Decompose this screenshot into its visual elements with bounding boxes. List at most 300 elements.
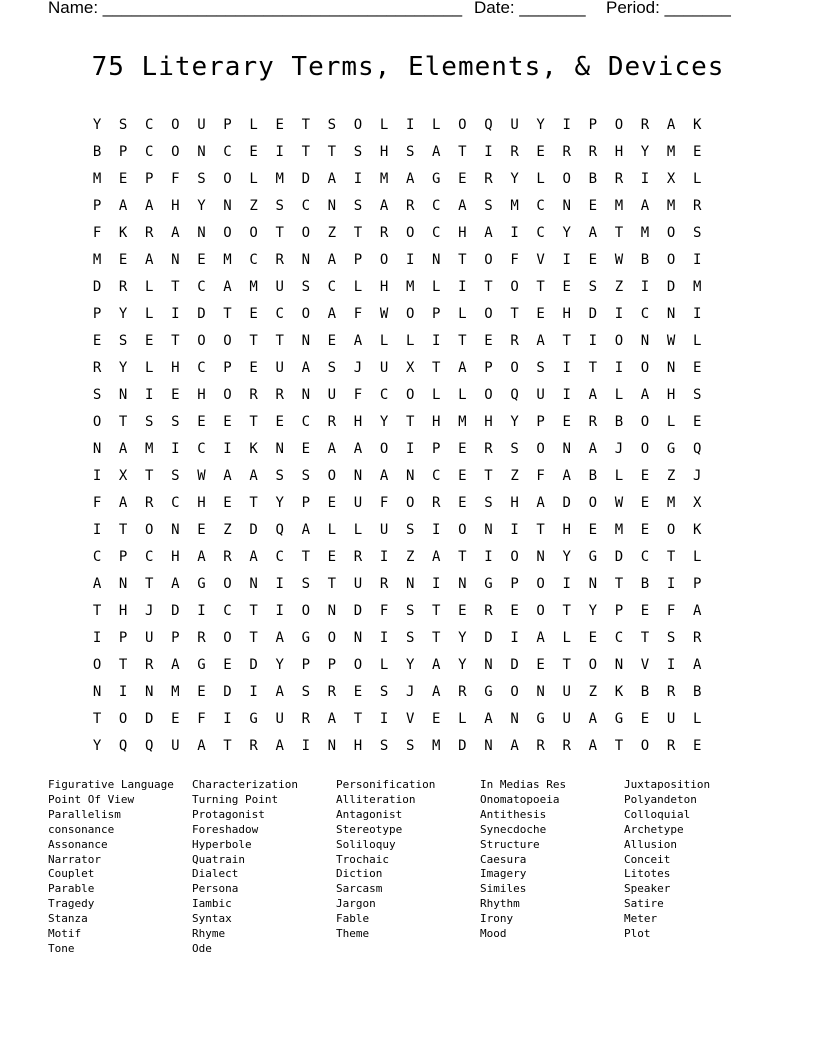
grid-letter[interactable]: Y	[458, 630, 467, 646]
grid-letter[interactable]: N	[118, 576, 128, 592]
grid-letter[interactable]: E	[118, 171, 128, 187]
grid-letter[interactable]: R	[353, 549, 363, 565]
grid-letter[interactable]: N	[223, 198, 232, 214]
grid-letter[interactable]: E	[327, 495, 337, 511]
grid-letter[interactable]: E	[275, 414, 284, 430]
grid-letter[interactable]: X	[692, 495, 702, 511]
grid-letter[interactable]: T	[614, 576, 624, 592]
grid-letter[interactable]: T	[327, 576, 337, 592]
grid-letter[interactable]: H	[666, 387, 676, 403]
grid-letter[interactable]: O	[458, 117, 467, 133]
grid-letter[interactable]: E	[458, 441, 467, 457]
grid-letter[interactable]: N	[484, 522, 493, 538]
grid-letter[interactable]: D	[666, 279, 676, 295]
grid-letter[interactable]: N	[171, 252, 180, 268]
grid-letter[interactable]: O	[171, 144, 180, 160]
grid-letter[interactable]: I	[588, 333, 598, 349]
grid-letter[interactable]: G	[484, 684, 493, 700]
grid-letter[interactable]: N	[353, 468, 363, 484]
grid-letter[interactable]: R	[458, 684, 467, 700]
grid-letter[interactable]: Y	[275, 495, 284, 511]
grid-letter[interactable]: R	[666, 738, 676, 754]
grid-letter[interactable]: C	[145, 144, 154, 160]
grid-letter[interactable]: R	[588, 144, 598, 160]
grid-letter[interactable]: M	[666, 198, 676, 214]
grid-letter[interactable]: U	[275, 360, 284, 376]
grid-letter[interactable]: A	[145, 198, 154, 214]
grid-letter[interactable]: I	[171, 306, 180, 322]
grid-letter[interactable]: O	[510, 684, 519, 700]
grid-letter[interactable]: D	[249, 522, 258, 538]
grid-letter[interactable]: O	[223, 333, 232, 349]
grid-letter[interactable]: S	[484, 495, 493, 511]
grid-letter[interactable]: S	[301, 576, 311, 592]
grid-letter[interactable]: D	[223, 684, 232, 700]
grid-letter[interactable]: E	[510, 603, 519, 619]
grid-letter[interactable]: L	[145, 306, 154, 322]
grid-letter[interactable]: H	[562, 306, 571, 322]
grid-letter[interactable]: D	[484, 630, 493, 646]
grid-letter[interactable]: U	[275, 279, 284, 295]
grid-letter[interactable]: O	[301, 603, 311, 619]
grid-letter[interactable]: R	[327, 684, 337, 700]
grid-letter[interactable]: E	[692, 144, 702, 160]
grid-letter[interactable]: A	[171, 657, 180, 673]
grid-letter[interactable]: R	[588, 414, 598, 430]
grid-letter[interactable]: B	[92, 144, 102, 160]
grid-letter[interactable]: Y	[536, 117, 545, 133]
grid-letter[interactable]: D	[171, 603, 180, 619]
grid-letter[interactable]: S	[301, 684, 311, 700]
grid-letter[interactable]: A	[275, 738, 284, 754]
grid-letter[interactable]: F	[379, 495, 389, 511]
grid-letter[interactable]: D	[562, 495, 571, 511]
grid-letter[interactable]: F	[666, 603, 676, 619]
grid-letter[interactable]: L	[458, 306, 467, 322]
grid-letter[interactable]: I	[562, 387, 571, 403]
grid-letter[interactable]: T	[484, 468, 493, 484]
grid-letter[interactable]: O	[223, 171, 232, 187]
grid-letter[interactable]: E	[458, 468, 467, 484]
grid-letter[interactable]: O	[588, 495, 598, 511]
grid-letter[interactable]: A	[510, 738, 519, 754]
grid-letter[interactable]: A	[223, 468, 232, 484]
grid-letter[interactable]: T	[118, 414, 128, 430]
grid-letter[interactable]: T	[171, 333, 180, 349]
grid-letter[interactable]: Q	[118, 738, 128, 754]
grid-letter[interactable]: Z	[249, 198, 258, 214]
grid-letter[interactable]: I	[692, 306, 702, 322]
grid-letter[interactable]: O	[223, 630, 232, 646]
grid-letter[interactable]: I	[692, 252, 702, 268]
grid-letter[interactable]: E	[692, 414, 702, 430]
grid-letter[interactable]: O	[640, 738, 650, 754]
grid-letter[interactable]: I	[432, 576, 441, 592]
grid-letter[interactable]: T	[353, 225, 363, 241]
grid-letter[interactable]: T	[484, 279, 493, 295]
grid-letter[interactable]: M	[249, 279, 258, 295]
grid-letter[interactable]: P	[92, 198, 102, 214]
grid-letter[interactable]: I	[405, 252, 415, 268]
grid-letter[interactable]: R	[432, 495, 441, 511]
grid-letter[interactable]: R	[275, 387, 284, 403]
grid-letter[interactable]: I	[405, 117, 415, 133]
grid-letter[interactable]: P	[118, 630, 128, 646]
period-field-label[interactable]: Period: _______	[606, 0, 731, 17]
grid-letter[interactable]: L	[249, 117, 258, 133]
grid-letter[interactable]: N	[510, 711, 519, 727]
grid-letter[interactable]: D	[145, 711, 154, 727]
grid-letter[interactable]: E	[249, 360, 258, 376]
grid-letter[interactable]: J	[405, 684, 415, 700]
grid-letter[interactable]: A	[197, 738, 206, 754]
grid-letter[interactable]: O	[405, 306, 415, 322]
grid-letter[interactable]: Z	[588, 684, 598, 700]
grid-letter[interactable]: E	[353, 684, 363, 700]
grid-letter[interactable]: N	[588, 576, 598, 592]
grid-letter[interactable]: E	[171, 387, 180, 403]
grid-letter[interactable]: L	[692, 171, 702, 187]
grid-letter[interactable]: L	[614, 468, 624, 484]
grid-letter[interactable]: M	[458, 414, 467, 430]
grid-letter[interactable]: P	[484, 360, 493, 376]
grid-letter[interactable]: P	[327, 657, 337, 673]
grid-letter[interactable]: O	[640, 360, 650, 376]
grid-letter[interactable]: C	[432, 225, 441, 241]
grid-letter[interactable]: I	[92, 468, 102, 484]
grid-letter[interactable]: I	[562, 360, 571, 376]
grid-letter[interactable]: I	[614, 360, 624, 376]
grid-letter[interactable]: E	[588, 522, 598, 538]
grid-letter[interactable]: S	[92, 387, 102, 403]
grid-letter[interactable]: P	[353, 252, 363, 268]
grid-letter[interactable]: I	[301, 738, 311, 754]
grid-letter[interactable]: N	[145, 684, 154, 700]
grid-letter[interactable]: O	[510, 549, 519, 565]
grid-letter[interactable]: W	[379, 306, 389, 322]
grid-letter[interactable]: M	[275, 171, 284, 187]
grid-letter[interactable]: Z	[223, 522, 232, 538]
grid-letter[interactable]: E	[171, 711, 180, 727]
grid-letter[interactable]: B	[692, 684, 702, 700]
grid-letter[interactable]: Y	[562, 549, 571, 565]
grid-letter[interactable]: T	[536, 522, 545, 538]
grid-letter[interactable]: N	[92, 441, 102, 457]
grid-letter[interactable]: C	[223, 144, 232, 160]
grid-letter[interactable]: M	[145, 441, 154, 457]
grid-letter[interactable]: R	[484, 441, 493, 457]
grid-letter[interactable]: S	[301, 279, 311, 295]
grid-letter[interactable]: E	[562, 279, 571, 295]
grid-letter[interactable]: R	[275, 252, 284, 268]
grid-letter[interactable]: O	[301, 306, 311, 322]
grid-letter[interactable]: L	[405, 333, 415, 349]
grid-letter[interactable]: I	[510, 630, 519, 646]
grid-letter[interactable]: P	[536, 414, 545, 430]
grid-letter[interactable]: L	[379, 333, 389, 349]
grid-letter[interactable]: C	[145, 117, 154, 133]
grid-letter[interactable]: T	[458, 252, 467, 268]
grid-letter[interactable]: S	[692, 387, 702, 403]
grid-letter[interactable]: R	[484, 171, 493, 187]
grid-letter[interactable]: E	[640, 495, 650, 511]
date-field-label[interactable]: Date: _______	[474, 0, 586, 17]
grid-letter[interactable]: C	[614, 630, 624, 646]
grid-letter[interactable]: O	[327, 630, 337, 646]
grid-letter[interactable]: I	[171, 441, 180, 457]
grid-letter[interactable]: B	[588, 171, 598, 187]
grid-letter[interactable]: U	[510, 117, 519, 133]
grid-letter[interactable]: C	[249, 252, 258, 268]
grid-letter[interactable]: I	[92, 630, 102, 646]
grid-letter[interactable]: T	[614, 738, 624, 754]
grid-letter[interactable]: Q	[692, 441, 702, 457]
grid-letter[interactable]: D	[92, 279, 102, 295]
grid-letter[interactable]: S	[327, 117, 337, 133]
grid-letter[interactable]: R	[145, 657, 154, 673]
grid-letter[interactable]: U	[145, 630, 154, 646]
grid-letter[interactable]: C	[301, 414, 311, 430]
grid-letter[interactable]: S	[275, 198, 284, 214]
grid-letter[interactable]: C	[432, 198, 441, 214]
grid-letter[interactable]: T	[301, 117, 311, 133]
grid-letter[interactable]: G	[536, 711, 545, 727]
grid-letter[interactable]: T	[92, 603, 102, 619]
grid-letter[interactable]: R	[405, 198, 415, 214]
grid-letter[interactable]: M	[692, 279, 702, 295]
grid-letter[interactable]: G	[197, 657, 206, 673]
grid-letter[interactable]: C	[327, 279, 337, 295]
grid-letter[interactable]: A	[275, 630, 284, 646]
grid-letter[interactable]: N	[275, 441, 284, 457]
grid-letter[interactable]: L	[353, 522, 363, 538]
grid-letter[interactable]: V	[640, 657, 650, 673]
grid-letter[interactable]: T	[118, 522, 128, 538]
grid-letter[interactable]: H	[379, 279, 389, 295]
grid-letter[interactable]: E	[640, 522, 650, 538]
grid-letter[interactable]: A	[92, 576, 102, 592]
grid-letter[interactable]: R	[562, 738, 571, 754]
grid-letter[interactable]: L	[353, 279, 363, 295]
grid-letter[interactable]: L	[249, 171, 258, 187]
grid-letter[interactable]: A	[327, 171, 337, 187]
grid-letter[interactable]: P	[692, 576, 702, 592]
grid-letter[interactable]: O	[484, 387, 493, 403]
grid-letter[interactable]: S	[405, 522, 415, 538]
grid-letter[interactable]: D	[614, 549, 624, 565]
grid-letter[interactable]: S	[353, 144, 363, 160]
grid-letter[interactable]: P	[588, 117, 598, 133]
grid-letter[interactable]: H	[562, 522, 571, 538]
grid-letter[interactable]: O	[484, 252, 493, 268]
grid-letter[interactable]: E	[118, 252, 128, 268]
grid-letter[interactable]: E	[458, 171, 467, 187]
grid-letter[interactable]: O	[666, 252, 676, 268]
grid-letter[interactable]: O	[301, 225, 311, 241]
grid-letter[interactable]: U	[353, 576, 363, 592]
grid-letter[interactable]: T	[614, 225, 624, 241]
grid-letter[interactable]: R	[692, 630, 702, 646]
grid-letter[interactable]: F	[353, 387, 363, 403]
grid-letter[interactable]: L	[327, 522, 337, 538]
grid-letter[interactable]: I	[666, 657, 676, 673]
grid-letter[interactable]: S	[405, 630, 415, 646]
grid-letter[interactable]: W	[666, 333, 676, 349]
grid-letter[interactable]: T	[510, 306, 519, 322]
grid-letter[interactable]: A	[301, 360, 311, 376]
grid-letter[interactable]: I	[275, 576, 284, 592]
grid-letter[interactable]: H	[353, 414, 363, 430]
grid-letter[interactable]: S	[405, 738, 415, 754]
grid-letter[interactable]: O	[92, 414, 102, 430]
grid-letter[interactable]: A	[458, 198, 467, 214]
grid-letter[interactable]: M	[405, 279, 415, 295]
grid-letter[interactable]: I	[353, 171, 363, 187]
grid-letter[interactable]: E	[588, 252, 598, 268]
grid-letter[interactable]: A	[353, 441, 363, 457]
grid-letter[interactable]: Y	[379, 414, 389, 430]
grid-letter[interactable]: N	[171, 522, 180, 538]
grid-letter[interactable]: Y	[118, 306, 128, 322]
grid-letter[interactable]: M	[666, 495, 676, 511]
grid-letter[interactable]: A	[249, 549, 258, 565]
grid-letter[interactable]: P	[92, 306, 102, 322]
grid-letter[interactable]: U	[327, 387, 337, 403]
grid-letter[interactable]: M	[92, 171, 102, 187]
grid-letter[interactable]: A	[379, 468, 389, 484]
grid-letter[interactable]: G	[614, 711, 624, 727]
grid-letter[interactable]: R	[301, 711, 311, 727]
grid-letter[interactable]: I	[562, 252, 571, 268]
grid-letter[interactable]: A	[432, 144, 441, 160]
grid-letter[interactable]: D	[458, 738, 467, 754]
grid-letter[interactable]: Y	[458, 657, 467, 673]
grid-letter[interactable]: H	[458, 225, 467, 241]
grid-letter[interactable]: L	[536, 171, 545, 187]
grid-letter[interactable]: R	[536, 738, 545, 754]
grid-letter[interactable]: O	[405, 495, 415, 511]
grid-letter[interactable]: A	[327, 441, 337, 457]
grid-letter[interactable]: F	[379, 603, 389, 619]
grid-letter[interactable]: L	[432, 387, 441, 403]
grid-letter[interactable]: I	[379, 711, 389, 727]
grid-letter[interactable]: H	[484, 414, 493, 430]
grid-letter[interactable]: P	[301, 495, 311, 511]
grid-letter[interactable]: C	[197, 279, 206, 295]
grid-letter[interactable]: M	[666, 144, 676, 160]
grid-letter[interactable]: I	[432, 522, 441, 538]
grid-letter[interactable]: E	[327, 333, 337, 349]
grid-letter[interactable]: A	[301, 522, 311, 538]
grid-letter[interactable]: Z	[405, 549, 415, 565]
grid-letter[interactable]: I	[458, 279, 467, 295]
grid-letter[interactable]: C	[145, 549, 154, 565]
grid-letter[interactable]: R	[510, 144, 519, 160]
grid-letter[interactable]: X	[118, 468, 128, 484]
grid-letter[interactable]: R	[484, 603, 493, 619]
grid-letter[interactable]: I	[223, 441, 232, 457]
grid-letter[interactable]: O	[353, 117, 363, 133]
grid-letter[interactable]: A	[588, 441, 598, 457]
grid-letter[interactable]: R	[145, 495, 154, 511]
grid-letter[interactable]: U	[666, 711, 676, 727]
grid-letter[interactable]: T	[536, 279, 545, 295]
grid-letter[interactable]: R	[92, 360, 102, 376]
grid-letter[interactable]: E	[223, 657, 232, 673]
grid-letter[interactable]: O	[510, 360, 519, 376]
grid-letter[interactable]: N	[484, 738, 493, 754]
grid-letter[interactable]: N	[432, 252, 441, 268]
grid-letter[interactable]: L	[666, 414, 676, 430]
grid-letter[interactable]: Q	[145, 738, 154, 754]
grid-letter[interactable]: I	[275, 603, 284, 619]
grid-letter[interactable]: K	[614, 684, 624, 700]
grid-letter[interactable]: B	[614, 414, 624, 430]
grid-letter[interactable]: A	[223, 279, 232, 295]
grid-letter[interactable]: O	[484, 306, 493, 322]
grid-letter[interactable]: A	[692, 603, 702, 619]
grid-letter[interactable]: T	[562, 603, 571, 619]
grid-letter[interactable]: E	[327, 549, 337, 565]
grid-letter[interactable]: S	[327, 360, 337, 376]
grid-letter[interactable]: T	[145, 576, 154, 592]
grid-letter[interactable]: W	[614, 252, 624, 268]
grid-letter[interactable]: I	[249, 684, 258, 700]
grid-letter[interactable]: N	[640, 333, 650, 349]
grid-letter[interactable]: A	[405, 171, 415, 187]
grid-letter[interactable]: T	[458, 333, 467, 349]
grid-letter[interactable]: I	[379, 630, 389, 646]
grid-letter[interactable]: N	[301, 387, 311, 403]
grid-letter[interactable]: Q	[510, 387, 519, 403]
grid-letter[interactable]: S	[353, 198, 363, 214]
grid-letter[interactable]: B	[640, 576, 650, 592]
grid-letter[interactable]: F	[536, 468, 545, 484]
grid-letter[interactable]: A	[379, 198, 389, 214]
grid-letter[interactable]: R	[666, 684, 676, 700]
grid-letter[interactable]: O	[640, 441, 650, 457]
grid-letter[interactable]: O	[536, 603, 545, 619]
grid-letter[interactable]: F	[92, 495, 102, 511]
grid-letter[interactable]: K	[692, 117, 702, 133]
grid-letter[interactable]: I	[614, 306, 624, 322]
grid-letter[interactable]: L	[432, 117, 441, 133]
grid-letter[interactable]: N	[536, 684, 545, 700]
grid-letter[interactable]: N	[197, 225, 206, 241]
grid-letter[interactable]: E	[197, 414, 206, 430]
grid-letter[interactable]: I	[510, 225, 519, 241]
grid-letter[interactable]: E	[197, 684, 206, 700]
grid-letter[interactable]: C	[536, 198, 545, 214]
grid-letter[interactable]: A	[640, 387, 650, 403]
grid-letter[interactable]: O	[510, 279, 519, 295]
grid-letter[interactable]: O	[249, 225, 258, 241]
grid-letter[interactable]: A	[588, 387, 598, 403]
grid-letter[interactable]: O	[223, 387, 232, 403]
grid-letter[interactable]: T	[562, 333, 571, 349]
grid-letter[interactable]: T	[301, 144, 311, 160]
grid-letter[interactable]: A	[118, 198, 128, 214]
grid-letter[interactable]: Y	[510, 414, 519, 430]
grid-letter[interactable]: Y	[562, 225, 571, 241]
grid-letter[interactable]: T	[588, 360, 598, 376]
grid-letter[interactable]: O	[640, 414, 650, 430]
grid-letter[interactable]: T	[171, 279, 180, 295]
grid-letter[interactable]: L	[458, 711, 467, 727]
grid-letter[interactable]: I	[484, 144, 493, 160]
grid-letter[interactable]: Z	[510, 468, 519, 484]
grid-letter[interactable]: C	[275, 549, 284, 565]
